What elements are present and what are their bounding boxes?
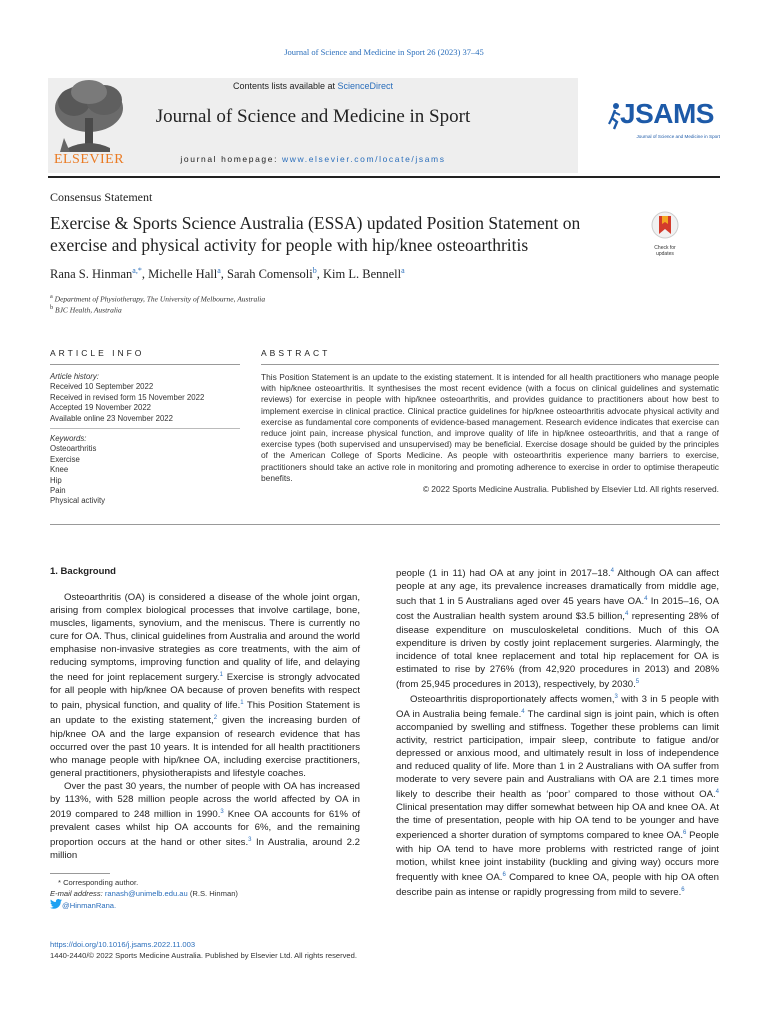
history-item: Accepted 19 November 2022 (50, 403, 151, 413)
tree-icon (48, 78, 130, 154)
reference-link[interactable]: 4 (644, 596, 648, 603)
author-name[interactable]: Michelle Hall (148, 267, 218, 282)
history-item: Received in revised form 15 November 2022 (50, 392, 205, 402)
reference-link[interactable]: 1 (240, 700, 244, 707)
author-affil-marker[interactable]: b (312, 266, 317, 275)
reference-link[interactable]: 3 (614, 693, 618, 700)
keywords-label: Keywords: (50, 434, 87, 444)
check-updates-line2: updates (656, 251, 674, 257)
reference-link[interactable]: 5 (635, 678, 640, 685)
reference-link[interactable]: 6 (682, 830, 687, 837)
keyword: Osteoarthritis (50, 444, 97, 454)
keyword: Exercise (50, 454, 80, 464)
keyword: Pain (50, 486, 66, 496)
section-heading: 1. Background (50, 566, 116, 577)
reference-link[interactable]: 6 (502, 871, 506, 878)
keyword: Knee (50, 465, 69, 475)
abstract-bottom-rule (50, 524, 720, 525)
journal-title: Journal of Science and Medicine in Sport (155, 106, 471, 127)
author-affil-marker[interactable]: a (401, 266, 405, 275)
abstract-heading: ABSTRACT (261, 348, 331, 358)
reference-link[interactable]: 1 (219, 672, 223, 678)
body-paragraph: people (1 in 11) had OA at any joint in 2017–18.$^4$ Although OA can affect people at any age, its prevalence increases dramatically from middle age, such that 1 in 5 Australians aged over 45 years have OA.$^4$ In 2015–16, OA cost the Australian health system around $3.5 billion,$^4$ representing 28% of disease expenditure on musculoskeletal conditions. Much of this OA expenditure is driven by costly joint replacement surgeries. Alarmingly, the incidence of total knee replacement and total hip replacement for OA is estimated to rise by 276% (from 42,920 procedures in 2013) and 208% (from 25,945 procedures in 2013), respectively, by 2030.$^5$ (396, 568, 719, 690)
article-title: Exercise & Sports Science Australia (ESSA) updated Position Statement on exercise and physical activity for people with hip/knee osteoarthritis (50, 213, 581, 255)
abstract-text: This Position Statement is an update to the existing statement. It is intended for all health practitioners who manage people with hip/knee osteoarthritis. It synthesises the most recent evidence (with a focus on clinical guidelines and systematic reviews) for exercise in people with hip/knee osteoarthritis, and provides guidance to practitioners about how best to implement exercise in clinical practice. Clinical practice guidelines for hip/knee osteoarthritis advocate physical activity and exercise as fundamental core components of evidence-based management. Research evidence indicates that exercise can reduce joint pain, increase physical function, and improve quality of life in hip/knee osteoarthritis, and that a range of exercise types (both supervised and unsupervised) may be beneficial. Exercise dosage should be guided by the principles of the American College of Sports Medicine. As people with osteoarthritis experience many barriers to exercise, practitioners should take an active role in monitoring and promoting adherence to exercise in order to optimise therapeutic benefits. (261, 372, 719, 483)
affiliation: $^b$ BJC Health, Australia (50, 304, 122, 315)
abstract-rule (261, 364, 719, 365)
bookmark-icon (644, 210, 686, 240)
reference-link[interactable]: 3 (220, 808, 224, 815)
author-affil-marker[interactable]: a (217, 266, 221, 275)
twitter-link[interactable]: @HinmanRana. (62, 901, 117, 910)
journal-header (48, 70, 720, 173)
jsams-subtitle: Journal of Science and Medicine in Sport (636, 134, 720, 139)
reference-link[interactable]: 4 (715, 789, 719, 796)
footnote-rule (50, 873, 110, 874)
abstract-copyright: © 2022 Sports Medicine Australia. Published by Elsevier Ltd. All rights reserved. (422, 484, 719, 495)
info-divider (50, 428, 240, 429)
check-updates-line1: Check for (654, 245, 676, 251)
elsevier-wordmark: ELSEVIER (53, 152, 125, 167)
author-name[interactable]: Sarah Comensoli (227, 267, 313, 282)
issn-line: 1440-2440/© 2022 Sports Medicine Australia. Published by Elsevier Ltd. All rights reserved. (50, 950, 357, 960)
reference-link[interactable]: 4 (624, 611, 629, 618)
author-name[interactable]: Rana S. Hinman (50, 267, 133, 282)
doi-link[interactable]: https://doi.org/10.1016/j.jsams.2022.11.003 (50, 940, 196, 949)
email-note: E-mail address: ranash@unimelb.edu.au (R.S. Hinman) (50, 888, 238, 898)
sciencedirect-link[interactable]: ScienceDirect (337, 81, 394, 91)
reference-link[interactable]: 4 (521, 708, 525, 715)
twitter-note (50, 899, 360, 912)
reference-link[interactable]: 2 (213, 715, 218, 722)
history-item: Received 10 September 2022 (50, 382, 154, 392)
jsams-logo[interactable] (608, 98, 720, 148)
body-paragraph: Osteoarthritis (OA) is considered a disease of the whole joint organ, arising from complex biological processes that involve cartilage, bone, muscles, ligaments, synovium, and the meniscus. There is currently no cure for OA. Thus, clinical guidelines from Australia and around the world emphasise non-invasive strategies as core treatments, with the aim of reducing symptoms, improving function and quality of life, and delaying the need for joint replacement surgery.$^1$ Exercise is strongly advocated for all people with hip/knee OA because of proven benefits with respect to pain, physical function, and quality of life.$^1$ This Position Statement is an update to the existing statement,$^2$ given the increasing burden of hip/knee OA and the large expansion of research evidence that has occurred over the past 10 years. It is intended for all health practitioners who manage people with hip/knee OA, including exercise practitioners, general practitioners, physiotherapists and lifestyle coaches. (50, 592, 361, 779)
reference-link[interactable]: 6 (681, 886, 685, 893)
journal-homepage: journal homepage: www.elsevier.com/locate/jsams (180, 154, 446, 164)
author-affil-marker[interactable]: a,* (132, 266, 142, 275)
article-info (50, 372, 240, 507)
article-type: Consensus Statement (50, 190, 153, 204)
article-info-heading: ARTICLE INFO (50, 348, 145, 358)
contents-line: Contents lists available at ScienceDirect (232, 81, 394, 91)
abstract (261, 372, 719, 495)
reference-link[interactable]: 3 (248, 836, 252, 843)
check-for-updates-button[interactable] (644, 210, 686, 258)
history-label: Article history: (50, 372, 99, 381)
email-link[interactable]: ranash@unimelb.edu.au (104, 888, 188, 898)
jsams-wordmark: JSAMS (620, 98, 714, 129)
page-footer (50, 940, 720, 961)
twitter-icon (50, 899, 62, 909)
body-column-left (50, 591, 360, 862)
body-paragraph: Osteoarthritis disproportionately affects women,$^3$ with 3 in 5 people with OA in Australia being female.$^4$ The cardinal sign is joint pain, which is often accompanied by swelling and stiffness. Together these problems can limit activity, restrict participation, impair sleep, contribute to fatigue and/or depressed or anxious mood, and ultimately result in loss of independence and reduced quality of life. More than 1 in 2 Australians with OA suffer from moderate to very severe pain and Australians with OA are 2.1 times more likely to describe their health as ‘poor’ compared to those without OA.$^4$ Clinical presentation may differ somewhat between hip OA and knee OA. At the time of presentation, people with hip OA tend to be younger and have experienced a shorter duration of symptoms compared to knee OA.$^6$ People with hip OA tend to have more problems with restricted range of joint motion, whilst knee joint instability (buckling and giving way) occurs more frequently with knee OA.$^6$ Compared to knee OA, people with hip OA often describe pain as intense or rapidly progressing from mild to severe.$^6$ (396, 693, 719, 898)
history-item: Available online 23 November 2022 (50, 413, 173, 423)
author-name[interactable]: Kim L. Bennell (323, 267, 402, 282)
affiliation: $^a$ Department of Physiotherapy, The University of Melbourne, Australia (50, 293, 266, 304)
homepage-link[interactable]: www.elsevier.com/locate/jsams (282, 154, 446, 164)
corresponding-note: * Corresponding author. (58, 878, 139, 887)
keyword: Physical activity (50, 496, 106, 506)
info-rule (50, 364, 240, 365)
body-column-right (396, 565, 719, 899)
author-list: Rana S. Hinman$^{a,*}$, Michelle Hall$^a$, Sarah Comensoli$^b$, Kim L. Bennell$^a$ (50, 266, 405, 282)
keyword: Hip (50, 475, 62, 485)
header-divider (48, 176, 720, 178)
footnotes (50, 878, 360, 912)
reference-link[interactable]: 4 (610, 568, 615, 574)
journal-citation[interactable]: Journal of Science and Medicine in Sport 26 (2023) 37–45 (284, 47, 484, 57)
body-paragraph: Over the past 30 years, the number of people with OA has increased by 113%, with 528 million people across the world affected by OA in 2019 compared to 248 million in 1990.$^3$ Knee OA accounts for 61% of prevalent cases whilst hip OA accounts for 6%, and the remaining proportion occurs at the hand or other sites.$^3$ In Australia, around 2.2 million (50, 780, 361, 861)
